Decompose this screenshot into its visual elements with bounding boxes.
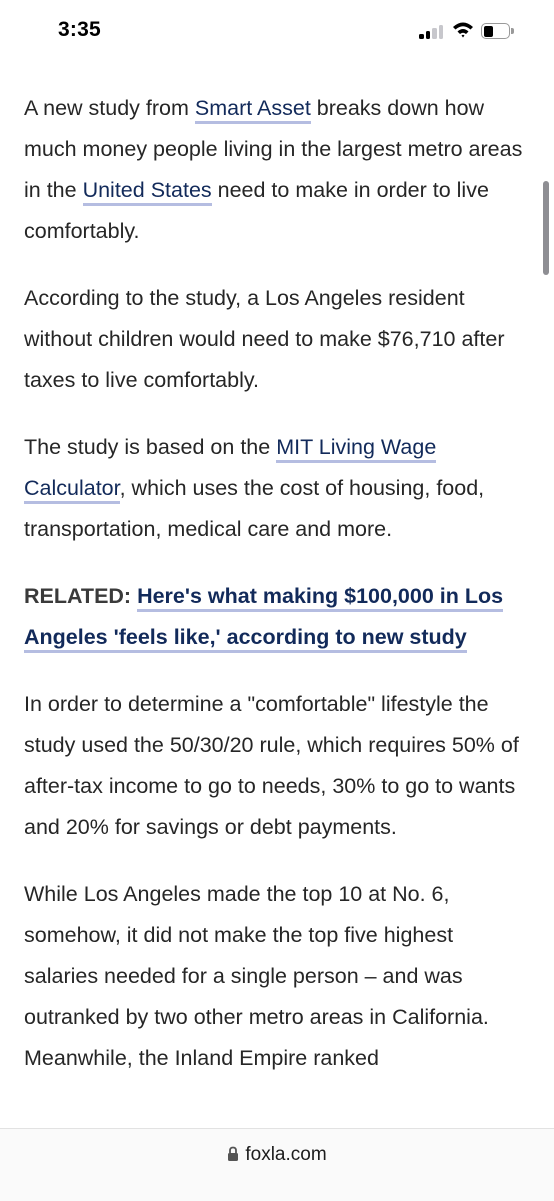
lock-icon [227,1146,239,1162]
battery-icon [481,23,513,39]
mit-living-wage-calculator-link[interactable]: MIT Living Wage Calculator [24,435,436,504]
article-paragraph-4: In order to determine a "comfortable" lifestyle the study used the 50/30/20 rule, which requires 50% of after-tax income to go to needs, 30% to go to wants and 20% for savings or debt payments. [24,692,519,839]
related-label: RELATED: [24,584,138,608]
article-paragraph-3: The study is based on the MIT Living Wage Calculator, which uses the cost of housing, food, transportation, medical care and more. [24,435,485,541]
wifi-icon [452,21,474,38]
article-paragraph-1: A new study from Smart Asset breaks down how much money people living in the largest metro areas in the United States need to make in order to live comfortably. [24,96,523,243]
smart-asset-link[interactable]: Smart Asset [195,96,311,124]
article-paragraph-5: While Los Angeles made the top 10 at No. 6, somehow, it did not make the top five highest salaries needed for a single person – and was outranked by two other metro areas in California. Meanwhile, the Inland Empire ranked [24,882,489,1070]
united-states-link[interactable]: United States [83,178,212,206]
status-bar [0,0,554,64]
related-article-link[interactable]: Here's what making $100,000 in Los Angeles 'feels like,' according to new study [24,584,503,653]
article-body [24,88,524,1105]
scroll-indicator[interactable] [543,181,549,275]
url-text: foxla.com [245,1144,327,1165]
article-paragraph-2: According to the study, a Los Angeles resident without children would need to make $76,710 after taxes to live comfortably. [24,286,505,392]
url-display[interactable] [0,1144,554,1166]
browser-address-bar[interactable] [0,1128,554,1201]
related-article [24,576,524,658]
status-time: 3:35 [58,18,101,41]
cellular-signal-icon [419,23,445,39]
